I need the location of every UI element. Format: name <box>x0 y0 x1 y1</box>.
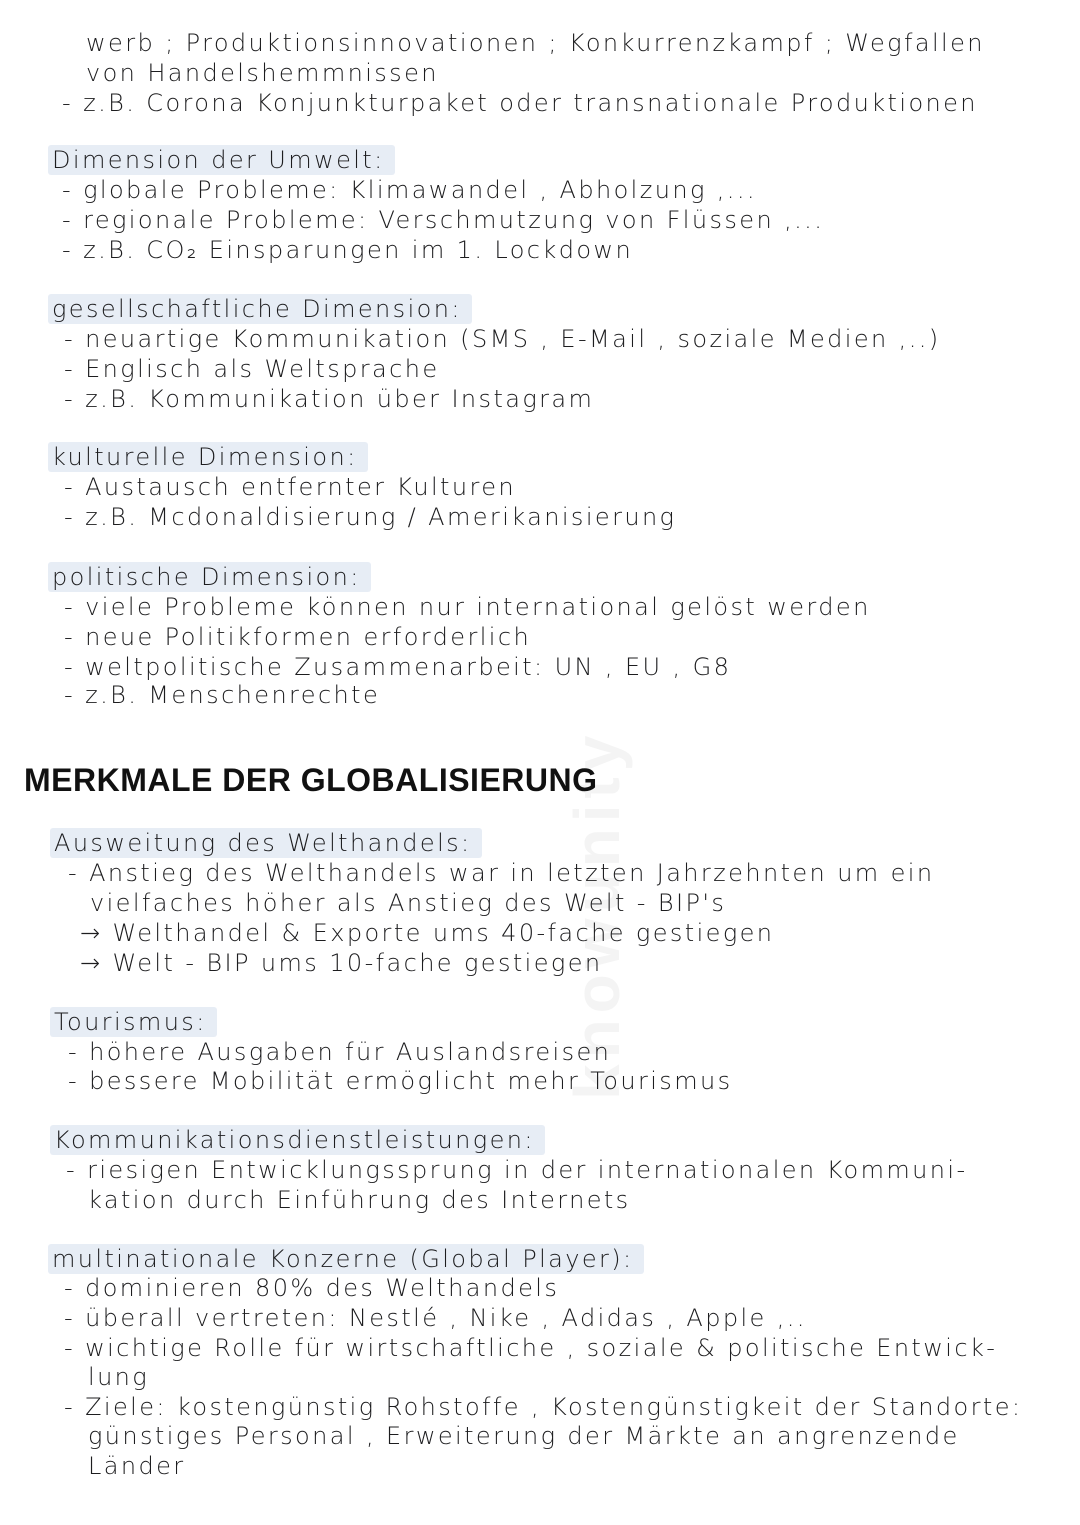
list-item: kation durch Einführung des Internets <box>88 1186 631 1214</box>
list-item: - wichtige Rolle für wirtschaftliche , soziale & politische Entwick- <box>64 1334 998 1362</box>
intro-line: - z.B. Corona Konjunkturpaket oder transnationale Produktionen <box>62 89 978 117</box>
section-heading-umwelt: Dimension der Umwelt: <box>48 145 395 175</box>
list-item: - bessere Mobilität ermöglicht mehr Tourismus <box>68 1067 733 1095</box>
section-heading-politik: politische Dimension: <box>48 562 371 592</box>
list-item: - überall vertreten: Nestlé , Nike , Adidas , Apple ,.. <box>64 1304 807 1332</box>
list-item: - weltpolitische Zusammenarbeit: UN , EU , G8 <box>64 653 732 681</box>
list-item: vielfaches höher als Anstieg des Welt - BIP's <box>90 889 727 917</box>
list-item: - z.B. Kommunikation über Instagram <box>64 385 595 413</box>
intro-line: von Handelshemmnissen <box>86 59 439 87</box>
list-item: - regionale Probleme: Verschmutzung von Flüssen ,... <box>62 206 825 234</box>
list-item: - höhere Ausgaben für Auslandsreisen <box>68 1038 612 1066</box>
list-item: - Anstieg des Welthandels war in letzten Jahrzehnten um ein <box>68 859 935 887</box>
list-item: - riesigen Entwicklungssprung in der internationalen Kommuni- <box>66 1156 968 1184</box>
intro-line: werb ; Produktionsinnovationen ; Konkurrenzkampf ; Wegfallen <box>86 29 985 57</box>
list-item: Länder <box>88 1452 186 1480</box>
list-item: - viele Probleme können nur international gelöst werden <box>64 593 871 621</box>
section-heading-gesellschaft: gesellschaftliche Dimension: <box>48 294 472 324</box>
list-item: - Englisch als Weltsprache <box>64 355 440 383</box>
list-item: → Welthandel & Exporte ums 40-fache gestiegen <box>80 919 775 947</box>
list-item: günstiges Personal , Erweiterung der Märkte an angrenzende <box>88 1422 960 1450</box>
list-item: - Ziele: kostengünstig Rohstoffe , Kostengünstigkeit der Standorte: <box>64 1393 1023 1421</box>
list-item: - z.B. CO₂ Einsparungen im 1. Lockdown <box>62 236 634 264</box>
section-heading-kommunikation: Kommunikationsdienstleistungen: <box>50 1125 545 1155</box>
watermark: knowunity <box>561 729 633 1100</box>
list-item: → Welt - BIP ums 10-fache gestiegen <box>80 949 603 977</box>
list-item: - Austausch entfernter Kulturen <box>64 473 516 501</box>
section-heading-tourismus: Tourismus: <box>50 1007 217 1037</box>
section-heading-welthandel: Ausweitung des Welthandels: <box>50 828 482 858</box>
page-title: MERKMALE DER GLOBALISIERUNG <box>24 762 598 798</box>
list-item: - neue Politikformen erforderlich <box>64 623 532 651</box>
list-item: - neuartige Kommunikation (SMS , E-Mail , soziale Medien ,..) <box>64 325 941 353</box>
list-item: - z.B. Mcdonaldisierung / Amerikanisierung <box>64 503 677 531</box>
section-heading-konzerne: multinationale Konzerne (Global Player): <box>48 1244 644 1274</box>
list-item: - dominieren 80% des Welthandels <box>64 1274 560 1302</box>
list-item: - z.B. Menschenrechte <box>64 681 381 709</box>
list-item: lung <box>88 1363 150 1391</box>
section-heading-kultur: kulturelle Dimension: <box>48 442 368 472</box>
list-item: - globale Probleme: Klimawandel , Abholzung ,... <box>62 176 757 204</box>
